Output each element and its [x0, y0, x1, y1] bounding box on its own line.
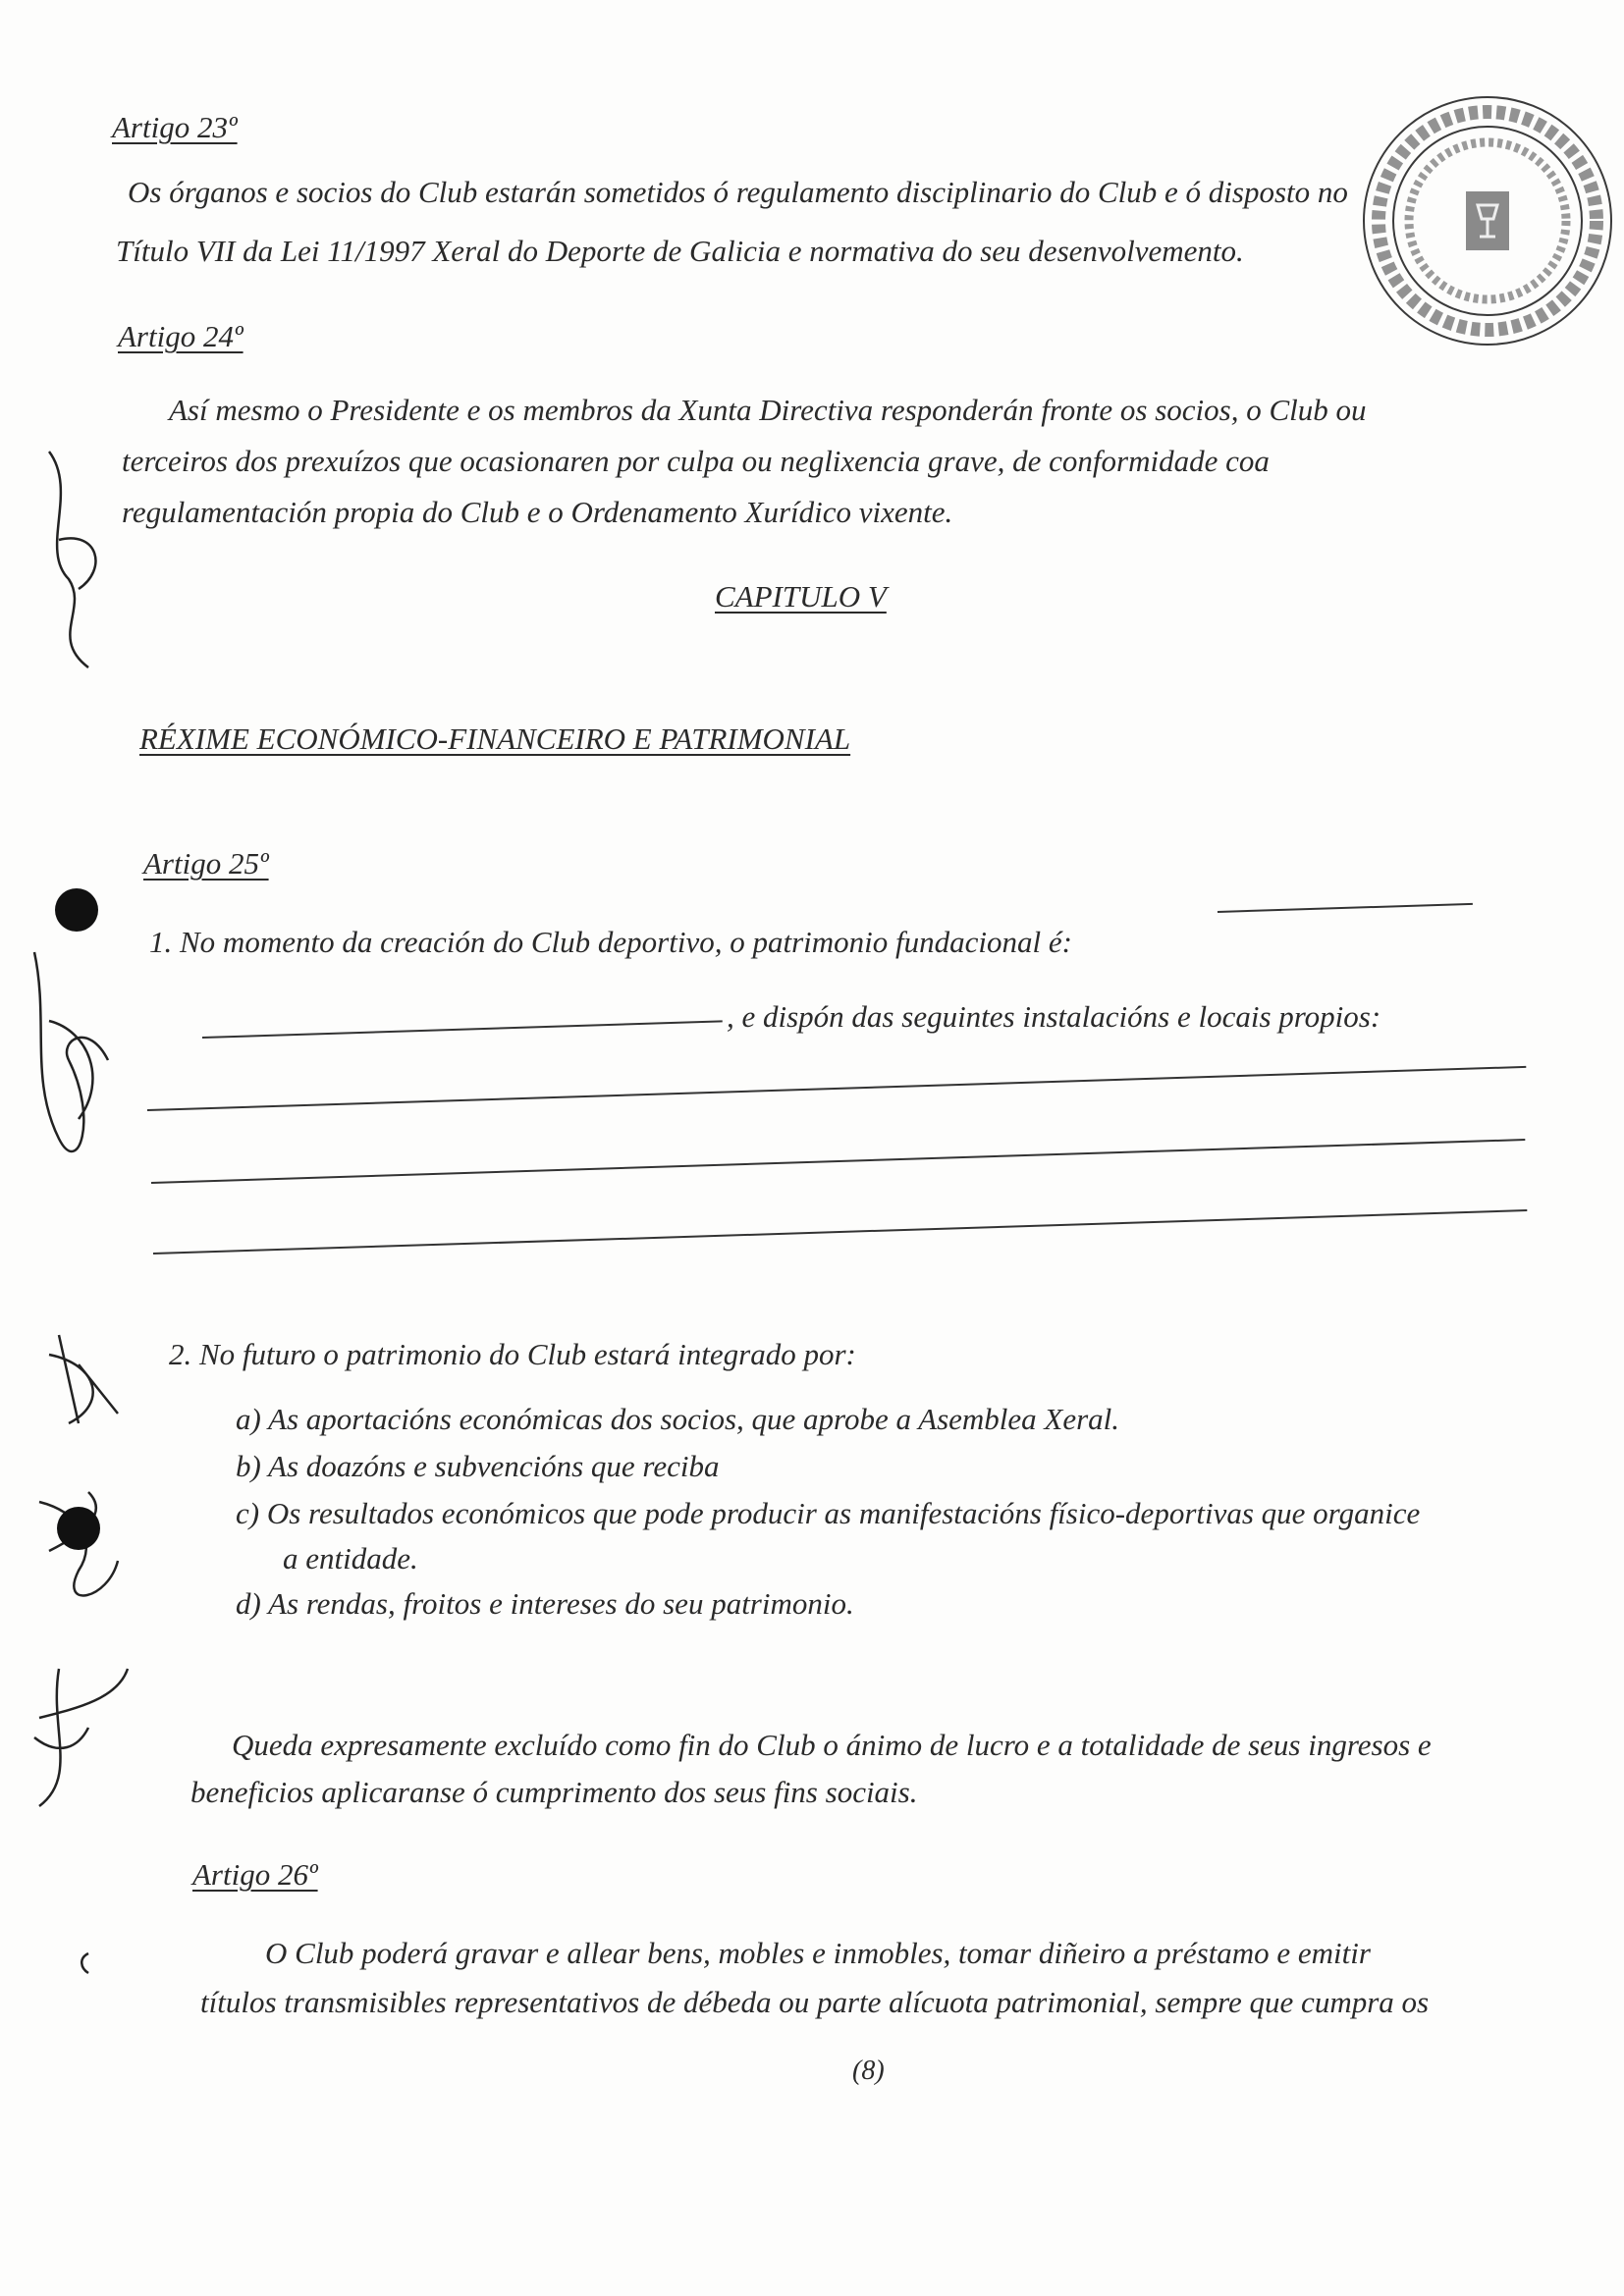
- chapter-title: CAPITULO V: [715, 579, 887, 614]
- article-24-heading: Artigo 24º: [118, 319, 244, 353]
- signature-1: [49, 452, 95, 667]
- subitem-c-cont: a entidade.: [283, 1541, 418, 1575]
- article-25-item-1-cont: , e dispón das seguintes instalacións e locais propios:: [727, 999, 1381, 1034]
- signature-3: [49, 1335, 118, 1423]
- article-24-line: regulamentación propia do Club e o Ordenamento Xurídico vixente.: [122, 495, 953, 529]
- article-25-item-2: 2. No futuro o patrimonio do Club estará integrado por:: [169, 1337, 856, 1371]
- signature-2: [34, 952, 108, 1151]
- closing-line: beneficios aplicaranse ó cumprimento dos seus fins sociais.: [190, 1775, 918, 1809]
- mark: [81, 1953, 88, 1973]
- blank-line: [202, 1020, 723, 1039]
- article-23-heading: Artigo 23º: [112, 110, 238, 144]
- blank-line: [153, 1209, 1527, 1255]
- signature-5: [34, 1669, 128, 1806]
- blank-line: [147, 1066, 1526, 1111]
- page-number: (8): [852, 2056, 885, 2086]
- article-24-line: terceiros dos prexuízos que ocasionaren por culpa ou neglixencia grave, de conformidade coa: [122, 444, 1270, 478]
- article-23-line: Título VII da Lei 11/1997 Xeral do Deporte de Galicia e normativa do seu desenvolvemento.: [116, 234, 1244, 268]
- subitem-b: b) As doazóns e subvencións que reciba: [236, 1449, 720, 1483]
- article-24-line: Así mesmo o Presidente e os membros da Xunta Directiva responderán fronte os socios, o Club ou: [169, 393, 1367, 427]
- margin-signatures: [20, 432, 137, 2022]
- official-stamp: [1360, 93, 1615, 348]
- article-26-heading: Artigo 26º: [192, 1857, 318, 1892]
- blank-line: [151, 1139, 1525, 1184]
- article-23-line: Os órganos e socios do Club estarán sometidos ó regulamento disciplinario do Club e ó disposto no: [128, 175, 1348, 209]
- article-26-line: O Club poderá gravar e allear bens, mobles e inmobles, tomar diñeiro a préstamo e emitir: [265, 1936, 1371, 1970]
- subitem-c: c) Os resultados económicos que pode producir as manifestacións físico-deportivas que organice: [236, 1496, 1421, 1530]
- article-26-line: títulos transmisibles representativos de débeda ou parte alícuota patrimonial, sempre que cumpra os: [200, 1985, 1430, 2019]
- punch-hole: [57, 1507, 100, 1550]
- chapter-subtitle: RÉXIME ECONÓMICO-FINANCEIRO E PATRIMONIAL: [139, 721, 851, 756]
- subitem-a: a) As aportacións económicas dos socios, que aprobe a Asemblea Xeral.: [236, 1402, 1120, 1436]
- punch-hole: [55, 888, 98, 932]
- closing-line: Queda expresamente excluído como fin do Club o ánimo de lucro e a totalidade de seus ingresos e: [232, 1728, 1432, 1762]
- article-25-heading: Artigo 25º: [143, 846, 269, 881]
- article-25-item-1: 1. No momento da creación do Club deportivo, o patrimonio fundacional é:: [149, 925, 1072, 959]
- subitem-d: d) As rendas, froitos e intereses do seu patrimonio.: [236, 1586, 854, 1621]
- blank-line: [1218, 903, 1473, 913]
